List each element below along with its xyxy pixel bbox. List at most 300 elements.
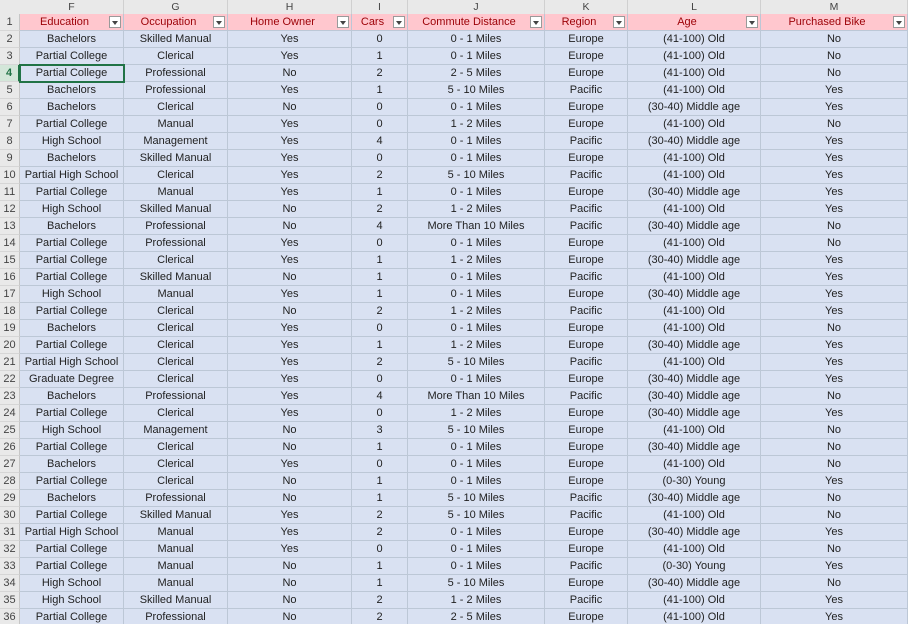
data-cell[interactable]: Yes bbox=[761, 286, 908, 303]
data-cell[interactable]: Manual bbox=[124, 184, 228, 201]
data-cell[interactable]: High School bbox=[20, 592, 124, 609]
data-cell[interactable]: (30-40) Middle age bbox=[628, 405, 761, 422]
data-cell[interactable]: Skilled Manual bbox=[124, 150, 228, 167]
data-cell[interactable]: No bbox=[228, 303, 352, 320]
data-cell[interactable]: Clerical bbox=[124, 252, 228, 269]
data-cell[interactable]: Manual bbox=[124, 558, 228, 575]
data-cell[interactable]: 1 - 2 Miles bbox=[408, 116, 545, 133]
data-cell[interactable]: Yes bbox=[761, 252, 908, 269]
row-number[interactable]: 14 bbox=[0, 235, 20, 252]
data-cell[interactable]: High School bbox=[20, 133, 124, 150]
data-cell[interactable]: 5 - 10 Miles bbox=[408, 575, 545, 592]
data-cell[interactable]: (0-30) Young bbox=[628, 473, 761, 490]
data-cell[interactable]: Manual bbox=[124, 116, 228, 133]
header-cell-commute-distance[interactable] bbox=[408, 14, 545, 31]
data-cell[interactable]: Graduate Degree bbox=[20, 371, 124, 388]
filter-dropdown-icon[interactable] bbox=[893, 16, 905, 28]
data-cell[interactable]: (0-30) Young bbox=[628, 558, 761, 575]
data-cell[interactable]: No bbox=[228, 575, 352, 592]
row-number[interactable]: 27 bbox=[0, 456, 20, 473]
data-cell[interactable]: 2 bbox=[352, 201, 408, 218]
filter-dropdown-icon[interactable] bbox=[109, 16, 121, 28]
data-cell[interactable]: Bachelors bbox=[20, 456, 124, 473]
data-cell[interactable]: No bbox=[761, 490, 908, 507]
data-cell[interactable]: 4 bbox=[352, 388, 408, 405]
data-cell[interactable]: 1 - 2 Miles bbox=[408, 303, 545, 320]
data-cell[interactable]: Skilled Manual bbox=[124, 201, 228, 218]
data-cell[interactable]: Yes bbox=[761, 82, 908, 99]
data-cell[interactable]: Clerical bbox=[124, 354, 228, 371]
data-cell[interactable]: Professional bbox=[124, 65, 228, 82]
data-cell[interactable]: Yes bbox=[228, 541, 352, 558]
data-cell[interactable]: Pacific bbox=[545, 388, 628, 405]
data-cell[interactable]: (41-100) Old bbox=[628, 541, 761, 558]
data-cell[interactable]: 4 bbox=[352, 218, 408, 235]
data-cell[interactable]: No bbox=[761, 439, 908, 456]
data-cell[interactable]: Clerical bbox=[124, 48, 228, 65]
data-cell[interactable]: No bbox=[228, 201, 352, 218]
data-cell[interactable]: 1 - 2 Miles bbox=[408, 592, 545, 609]
data-cell[interactable]: Clerical bbox=[124, 473, 228, 490]
data-cell[interactable]: 0 bbox=[352, 99, 408, 116]
column-letter-j[interactable]: J bbox=[408, 0, 545, 14]
data-cell[interactable]: No bbox=[761, 116, 908, 133]
row-number[interactable]: 34 bbox=[0, 575, 20, 592]
data-cell[interactable]: Partial College bbox=[20, 116, 124, 133]
row-number[interactable]: 11 bbox=[0, 184, 20, 201]
data-cell[interactable]: 1 - 2 Miles bbox=[408, 201, 545, 218]
data-cell[interactable]: No bbox=[761, 507, 908, 524]
row-number[interactable]: 6 bbox=[0, 99, 20, 116]
data-cell[interactable]: Europe bbox=[545, 116, 628, 133]
data-cell[interactable]: (41-100) Old bbox=[628, 303, 761, 320]
data-cell[interactable]: 5 - 10 Miles bbox=[408, 82, 545, 99]
data-cell[interactable]: Yes bbox=[228, 184, 352, 201]
data-cell[interactable]: Professional bbox=[124, 609, 228, 624]
data-cell[interactable]: (30-40) Middle age bbox=[628, 575, 761, 592]
data-cell[interactable]: Yes bbox=[761, 609, 908, 624]
data-cell[interactable]: 2 bbox=[352, 65, 408, 82]
data-cell[interactable]: No bbox=[228, 609, 352, 624]
data-cell[interactable]: (41-100) Old bbox=[628, 167, 761, 184]
data-cell[interactable]: (41-100) Old bbox=[628, 269, 761, 286]
data-cell[interactable]: Yes bbox=[761, 201, 908, 218]
data-cell[interactable]: Clerical bbox=[124, 303, 228, 320]
header-cell-purchased-bike[interactable] bbox=[761, 14, 908, 31]
data-cell[interactable]: Partial College bbox=[20, 65, 124, 82]
data-cell[interactable]: Yes bbox=[228, 524, 352, 541]
data-cell[interactable]: No bbox=[761, 48, 908, 65]
filter-dropdown-icon[interactable] bbox=[213, 16, 225, 28]
data-cell[interactable]: Professional bbox=[124, 388, 228, 405]
data-cell[interactable]: (30-40) Middle age bbox=[628, 252, 761, 269]
data-cell[interactable]: No bbox=[761, 31, 908, 48]
data-cell[interactable]: No bbox=[761, 218, 908, 235]
data-cell[interactable]: Manual bbox=[124, 286, 228, 303]
data-cell[interactable]: Partial College bbox=[20, 541, 124, 558]
data-cell[interactable]: Yes bbox=[228, 354, 352, 371]
data-cell[interactable]: Yes bbox=[228, 31, 352, 48]
data-cell[interactable]: Clerical bbox=[124, 337, 228, 354]
data-cell[interactable]: No bbox=[228, 65, 352, 82]
row-number[interactable]: 19 bbox=[0, 320, 20, 337]
row-number[interactable]: 5 bbox=[0, 82, 20, 99]
data-cell[interactable]: (30-40) Middle age bbox=[628, 371, 761, 388]
data-cell[interactable]: Europe bbox=[545, 575, 628, 592]
data-cell[interactable]: Europe bbox=[545, 473, 628, 490]
data-cell[interactable]: 1 bbox=[352, 269, 408, 286]
data-cell[interactable]: Pacific bbox=[545, 133, 628, 150]
data-cell[interactable]: More Than 10 Miles bbox=[408, 388, 545, 405]
data-cell[interactable]: Pacific bbox=[545, 82, 628, 99]
data-cell[interactable]: Yes bbox=[761, 473, 908, 490]
data-cell[interactable]: Europe bbox=[545, 371, 628, 388]
data-cell[interactable]: Partial High School bbox=[20, 167, 124, 184]
data-cell[interactable]: Europe bbox=[545, 65, 628, 82]
data-cell[interactable]: 0 - 1 Miles bbox=[408, 235, 545, 252]
data-cell[interactable]: Yes bbox=[228, 456, 352, 473]
data-cell[interactable]: No bbox=[761, 388, 908, 405]
data-cell[interactable]: Europe bbox=[545, 337, 628, 354]
row-number[interactable]: 7 bbox=[0, 116, 20, 133]
data-cell[interactable]: Bachelors bbox=[20, 388, 124, 405]
data-cell[interactable]: Yes bbox=[761, 337, 908, 354]
data-cell[interactable]: (41-100) Old bbox=[628, 320, 761, 337]
data-cell[interactable]: Partial College bbox=[20, 303, 124, 320]
data-cell[interactable]: Bachelors bbox=[20, 150, 124, 167]
data-cell[interactable]: 1 bbox=[352, 439, 408, 456]
data-cell[interactable]: Yes bbox=[228, 235, 352, 252]
data-cell[interactable]: High School bbox=[20, 286, 124, 303]
data-cell[interactable]: No bbox=[228, 269, 352, 286]
data-cell[interactable]: Europe bbox=[545, 422, 628, 439]
data-cell[interactable]: 0 bbox=[352, 320, 408, 337]
row-number[interactable]: 22 bbox=[0, 371, 20, 388]
data-cell[interactable]: More Than 10 Miles bbox=[408, 218, 545, 235]
data-cell[interactable]: 1 bbox=[352, 337, 408, 354]
data-cell[interactable]: Europe bbox=[545, 456, 628, 473]
data-cell[interactable]: (41-100) Old bbox=[628, 31, 761, 48]
data-cell[interactable]: Yes bbox=[761, 184, 908, 201]
data-cell[interactable]: Partial College bbox=[20, 269, 124, 286]
data-cell[interactable]: Europe bbox=[545, 184, 628, 201]
data-cell[interactable]: 1 - 2 Miles bbox=[408, 252, 545, 269]
data-cell[interactable]: No bbox=[761, 541, 908, 558]
data-cell[interactable]: 2 bbox=[352, 507, 408, 524]
column-letter-l[interactable]: L bbox=[628, 0, 761, 14]
data-cell[interactable]: Yes bbox=[228, 167, 352, 184]
data-cell[interactable]: Partial College bbox=[20, 473, 124, 490]
data-cell[interactable]: Manual bbox=[124, 541, 228, 558]
data-cell[interactable]: No bbox=[228, 99, 352, 116]
row-number[interactable]: 8 bbox=[0, 133, 20, 150]
data-cell[interactable]: 0 bbox=[352, 150, 408, 167]
data-cell[interactable]: (30-40) Middle age bbox=[628, 184, 761, 201]
data-cell[interactable]: Pacific bbox=[545, 592, 628, 609]
data-cell[interactable]: 3 bbox=[352, 422, 408, 439]
data-cell[interactable]: No bbox=[761, 422, 908, 439]
data-cell[interactable]: Pacific bbox=[545, 490, 628, 507]
data-cell[interactable]: No bbox=[228, 473, 352, 490]
row-number[interactable]: 25 bbox=[0, 422, 20, 439]
data-cell[interactable]: 1 bbox=[352, 82, 408, 99]
data-cell[interactable]: Skilled Manual bbox=[124, 269, 228, 286]
row-number[interactable]: 18 bbox=[0, 303, 20, 320]
data-cell[interactable]: Europe bbox=[545, 439, 628, 456]
column-letter-i[interactable]: I bbox=[352, 0, 408, 14]
data-cell[interactable]: Pacific bbox=[545, 269, 628, 286]
row-number[interactable]: 13 bbox=[0, 218, 20, 235]
data-cell[interactable]: 0 - 1 Miles bbox=[408, 558, 545, 575]
filter-dropdown-icon[interactable] bbox=[393, 16, 405, 28]
data-cell[interactable]: Yes bbox=[228, 133, 352, 150]
data-cell[interactable]: High School bbox=[20, 575, 124, 592]
data-cell[interactable]: Yes bbox=[228, 405, 352, 422]
column-letter-h[interactable]: H bbox=[228, 0, 352, 14]
row-number[interactable]: 24 bbox=[0, 405, 20, 422]
data-cell[interactable]: 0 - 1 Miles bbox=[408, 320, 545, 337]
row-number[interactable]: 30 bbox=[0, 507, 20, 524]
data-cell[interactable]: 2 bbox=[352, 524, 408, 541]
row-number[interactable]: 36 bbox=[0, 609, 20, 624]
data-cell[interactable]: 5 - 10 Miles bbox=[408, 507, 545, 524]
row-number[interactable]: 21 bbox=[0, 354, 20, 371]
data-cell[interactable]: Clerical bbox=[124, 439, 228, 456]
data-cell[interactable]: (30-40) Middle age bbox=[628, 524, 761, 541]
data-cell[interactable]: Skilled Manual bbox=[124, 592, 228, 609]
column-letter-m[interactable]: M bbox=[761, 0, 908, 14]
data-cell[interactable]: 1 bbox=[352, 558, 408, 575]
column-letter-k[interactable]: K bbox=[545, 0, 628, 14]
data-cell[interactable]: Partial High School bbox=[20, 354, 124, 371]
data-cell[interactable]: (41-100) Old bbox=[628, 235, 761, 252]
data-cell[interactable]: 0 bbox=[352, 116, 408, 133]
data-cell[interactable]: Clerical bbox=[124, 167, 228, 184]
data-cell[interactable]: Skilled Manual bbox=[124, 31, 228, 48]
data-cell[interactable]: (41-100) Old bbox=[628, 65, 761, 82]
data-cell[interactable]: Professional bbox=[124, 235, 228, 252]
data-cell[interactable]: Yes bbox=[761, 405, 908, 422]
row-number[interactable]: 28 bbox=[0, 473, 20, 490]
data-cell[interactable]: No bbox=[228, 592, 352, 609]
data-cell[interactable]: (41-100) Old bbox=[628, 48, 761, 65]
data-cell[interactable]: Bachelors bbox=[20, 320, 124, 337]
data-cell[interactable]: Yes bbox=[228, 252, 352, 269]
data-cell[interactable]: (30-40) Middle age bbox=[628, 490, 761, 507]
data-cell[interactable]: Partial College bbox=[20, 609, 124, 624]
data-cell[interactable]: Yes bbox=[228, 507, 352, 524]
data-cell[interactable]: Partial College bbox=[20, 235, 124, 252]
data-cell[interactable]: Yes bbox=[228, 371, 352, 388]
data-cell[interactable]: Europe bbox=[545, 150, 628, 167]
data-cell[interactable]: 0 - 1 Miles bbox=[408, 541, 545, 558]
data-cell[interactable]: Professional bbox=[124, 490, 228, 507]
filter-dropdown-icon[interactable] bbox=[613, 16, 625, 28]
data-cell[interactable]: Yes bbox=[228, 286, 352, 303]
data-cell[interactable]: Yes bbox=[228, 150, 352, 167]
data-cell[interactable]: Partial College bbox=[20, 252, 124, 269]
data-cell[interactable]: Europe bbox=[545, 99, 628, 116]
data-cell[interactable]: 2 bbox=[352, 167, 408, 184]
data-cell[interactable]: 1 bbox=[352, 473, 408, 490]
data-cell[interactable]: 1 bbox=[352, 490, 408, 507]
data-cell[interactable]: 0 bbox=[352, 31, 408, 48]
row-number[interactable]: 9 bbox=[0, 150, 20, 167]
data-cell[interactable]: Europe bbox=[545, 286, 628, 303]
data-cell[interactable]: No bbox=[761, 456, 908, 473]
data-cell[interactable]: Manual bbox=[124, 575, 228, 592]
data-cell[interactable]: Yes bbox=[761, 524, 908, 541]
row-number[interactable]: 10 bbox=[0, 167, 20, 184]
header-cell-home-owner[interactable] bbox=[228, 14, 352, 31]
data-cell[interactable]: Yes bbox=[761, 99, 908, 116]
data-cell[interactable]: Pacific bbox=[545, 167, 628, 184]
filter-dropdown-icon[interactable] bbox=[746, 16, 758, 28]
data-cell[interactable]: Europe bbox=[545, 320, 628, 337]
data-cell[interactable]: No bbox=[228, 422, 352, 439]
data-cell[interactable]: Partial College bbox=[20, 507, 124, 524]
data-cell[interactable]: 0 - 1 Miles bbox=[408, 473, 545, 490]
data-cell[interactable]: (30-40) Middle age bbox=[628, 99, 761, 116]
data-cell[interactable]: Partial College bbox=[20, 184, 124, 201]
data-cell[interactable]: 1 bbox=[352, 286, 408, 303]
data-cell[interactable]: Yes bbox=[228, 48, 352, 65]
data-cell[interactable]: (41-100) Old bbox=[628, 507, 761, 524]
data-cell[interactable]: High School bbox=[20, 422, 124, 439]
data-cell[interactable]: No bbox=[228, 439, 352, 456]
data-cell[interactable]: 1 bbox=[352, 252, 408, 269]
data-cell[interactable]: 5 - 10 Miles bbox=[408, 354, 545, 371]
row-number[interactable]: 29 bbox=[0, 490, 20, 507]
row-number[interactable]: 33 bbox=[0, 558, 20, 575]
data-cell[interactable]: Bachelors bbox=[20, 82, 124, 99]
data-cell[interactable]: No bbox=[761, 575, 908, 592]
data-cell[interactable]: Yes bbox=[761, 558, 908, 575]
row-number[interactable]: 4 bbox=[0, 65, 20, 82]
row-number[interactable]: 16 bbox=[0, 269, 20, 286]
data-cell[interactable]: 0 bbox=[352, 541, 408, 558]
data-cell[interactable]: No bbox=[761, 65, 908, 82]
data-cell[interactable]: (30-40) Middle age bbox=[628, 439, 761, 456]
data-cell[interactable]: Europe bbox=[545, 405, 628, 422]
data-cell[interactable]: Bachelors bbox=[20, 99, 124, 116]
row-number[interactable]: 31 bbox=[0, 524, 20, 541]
data-cell[interactable]: (41-100) Old bbox=[628, 201, 761, 218]
data-cell[interactable]: Partial College bbox=[20, 405, 124, 422]
data-cell[interactable]: Yes bbox=[228, 116, 352, 133]
data-cell[interactable]: Yes bbox=[761, 592, 908, 609]
data-cell[interactable]: 0 - 1 Miles bbox=[408, 286, 545, 303]
data-cell[interactable]: 1 - 2 Miles bbox=[408, 337, 545, 354]
filter-dropdown-icon[interactable] bbox=[337, 16, 349, 28]
data-cell[interactable]: Yes bbox=[761, 354, 908, 371]
header-cell-education[interactable] bbox=[20, 14, 124, 31]
header-cell-occupation[interactable] bbox=[124, 14, 228, 31]
row-number[interactable]: 3 bbox=[0, 48, 20, 65]
header-cell-region[interactable] bbox=[545, 14, 628, 31]
data-cell[interactable]: High School bbox=[20, 201, 124, 218]
data-cell[interactable]: Partial High School bbox=[20, 524, 124, 541]
data-cell[interactable]: No bbox=[228, 490, 352, 507]
data-cell[interactable]: 0 - 1 Miles bbox=[408, 439, 545, 456]
data-cell[interactable]: Clerical bbox=[124, 405, 228, 422]
row-number[interactable]: 35 bbox=[0, 592, 20, 609]
row-number[interactable]: 20 bbox=[0, 337, 20, 354]
data-cell[interactable]: No bbox=[228, 558, 352, 575]
data-cell[interactable]: Bachelors bbox=[20, 218, 124, 235]
data-cell[interactable]: No bbox=[761, 235, 908, 252]
data-cell[interactable]: 0 - 1 Miles bbox=[408, 456, 545, 473]
data-cell[interactable]: (30-40) Middle age bbox=[628, 388, 761, 405]
filter-dropdown-icon[interactable] bbox=[530, 16, 542, 28]
data-cell[interactable]: Europe bbox=[545, 609, 628, 624]
data-cell[interactable]: Pacific bbox=[545, 354, 628, 371]
data-cell[interactable]: Partial College bbox=[20, 439, 124, 456]
data-cell[interactable]: Clerical bbox=[124, 456, 228, 473]
data-cell[interactable]: Yes bbox=[228, 388, 352, 405]
data-cell[interactable]: 0 - 1 Miles bbox=[408, 269, 545, 286]
column-letter-g[interactable]: G bbox=[124, 0, 228, 14]
data-cell[interactable]: No bbox=[228, 218, 352, 235]
data-cell[interactable]: Clerical bbox=[124, 99, 228, 116]
data-cell[interactable]: No bbox=[761, 320, 908, 337]
data-cell[interactable]: (41-100) Old bbox=[628, 592, 761, 609]
data-cell[interactable]: (30-40) Middle age bbox=[628, 133, 761, 150]
data-cell[interactable]: 0 bbox=[352, 371, 408, 388]
data-cell[interactable]: Europe bbox=[545, 524, 628, 541]
data-cell[interactable]: 4 bbox=[352, 133, 408, 150]
data-cell[interactable]: Pacific bbox=[545, 218, 628, 235]
data-cell[interactable]: 0 bbox=[352, 456, 408, 473]
data-cell[interactable]: 0 bbox=[352, 405, 408, 422]
data-cell[interactable]: 5 - 10 Miles bbox=[408, 422, 545, 439]
data-cell[interactable]: (41-100) Old bbox=[628, 354, 761, 371]
data-cell[interactable]: Europe bbox=[545, 31, 628, 48]
row-number[interactable]: 12 bbox=[0, 201, 20, 218]
data-cell[interactable]: 1 bbox=[352, 184, 408, 201]
data-cell[interactable]: 2 bbox=[352, 592, 408, 609]
header-cell-age[interactable] bbox=[628, 14, 761, 31]
header-cell-cars[interactable] bbox=[352, 14, 408, 31]
data-cell[interactable]: 0 - 1 Miles bbox=[408, 150, 545, 167]
row-number[interactable]: 26 bbox=[0, 439, 20, 456]
data-cell[interactable]: 2 - 5 Miles bbox=[408, 609, 545, 624]
data-cell[interactable]: (41-100) Old bbox=[628, 82, 761, 99]
data-cell[interactable]: Yes bbox=[761, 133, 908, 150]
data-cell[interactable]: 0 - 1 Miles bbox=[408, 184, 545, 201]
data-cell[interactable]: Pacific bbox=[545, 201, 628, 218]
data-cell[interactable]: (41-100) Old bbox=[628, 150, 761, 167]
column-letter-f[interactable]: F bbox=[20, 0, 124, 14]
data-cell[interactable]: Yes bbox=[761, 150, 908, 167]
row-number[interactable]: 2 bbox=[0, 31, 20, 48]
data-cell[interactable]: Yes bbox=[761, 371, 908, 388]
data-cell[interactable]: 0 - 1 Miles bbox=[408, 99, 545, 116]
row-number[interactable]: 1 bbox=[0, 14, 20, 31]
data-cell[interactable]: 2 bbox=[352, 354, 408, 371]
data-cell[interactable]: Partial College bbox=[20, 558, 124, 575]
data-cell[interactable]: Management bbox=[124, 133, 228, 150]
data-cell[interactable]: Bachelors bbox=[20, 31, 124, 48]
data-cell[interactable]: 0 - 1 Miles bbox=[408, 31, 545, 48]
data-cell[interactable]: 5 - 10 Miles bbox=[408, 167, 545, 184]
data-cell[interactable]: Manual bbox=[124, 524, 228, 541]
data-cell[interactable]: Yes bbox=[761, 167, 908, 184]
data-cell[interactable]: 2 bbox=[352, 609, 408, 624]
data-cell[interactable]: Clerical bbox=[124, 371, 228, 388]
data-cell[interactable]: Partial College bbox=[20, 48, 124, 65]
data-cell[interactable]: 2 - 5 Miles bbox=[408, 65, 545, 82]
